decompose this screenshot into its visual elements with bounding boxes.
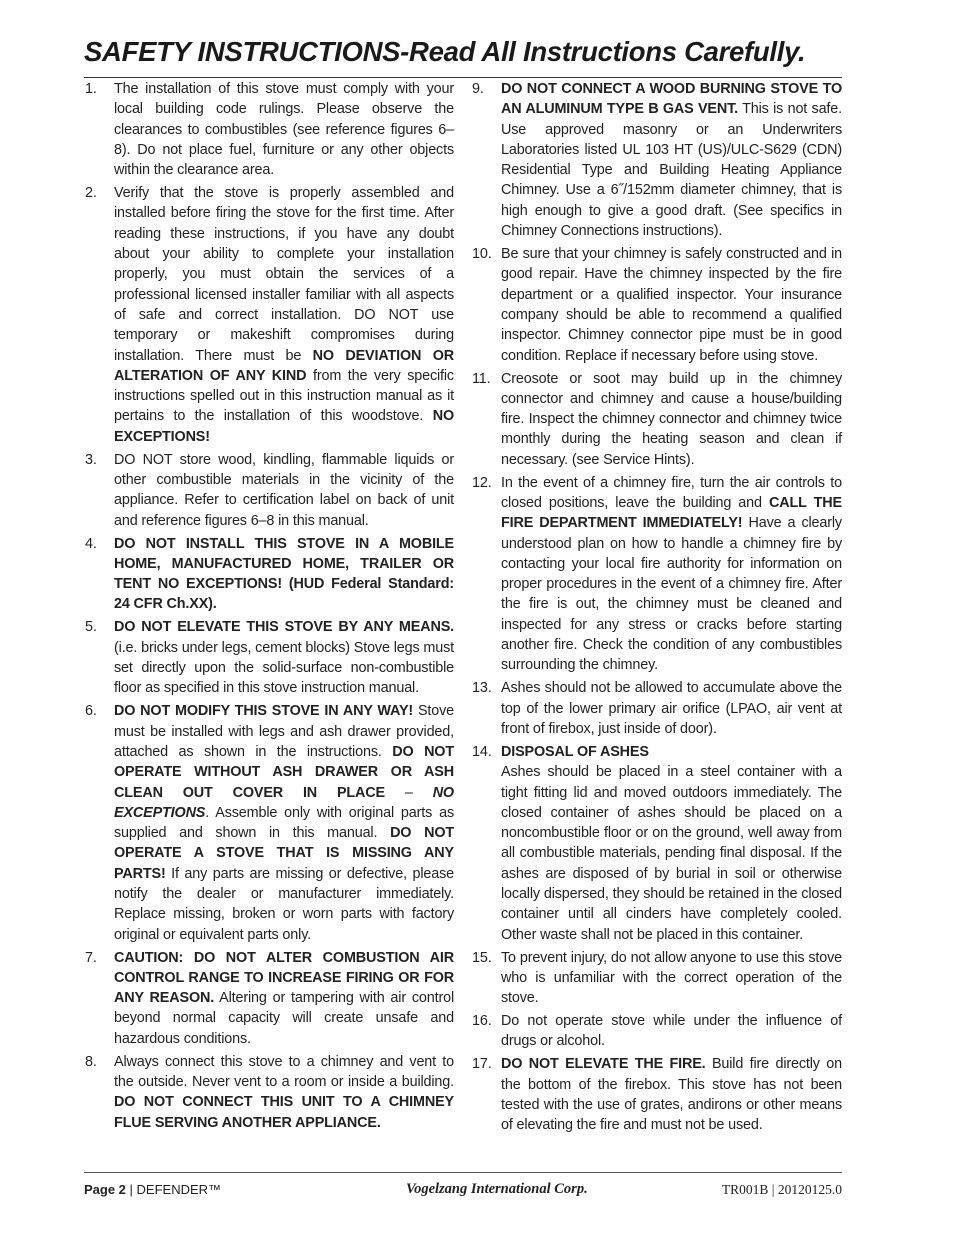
- instruction-number: 16.: [472, 1013, 492, 1030]
- instruction-number: 4.: [85, 535, 97, 552]
- instruction-text: NO EXCEPTIONS: [114, 784, 454, 821]
- instruction-number: 5.: [85, 619, 97, 636]
- instruction-number: 2.: [85, 185, 97, 202]
- instruction-item: [471, 678, 842, 739]
- instruction-text: from the very specific instructions spelled out in this instruction manual as it pertains to the installation of this woodstove.: [114, 367, 454, 425]
- instruction-number: 12.: [472, 474, 492, 491]
- instruction-text: DISPOSAL OF ASHES: [501, 743, 649, 760]
- document-code: TR001B | 20120125.0: [721, 1182, 842, 1197]
- instructions-left-column: [84, 79, 454, 1136]
- instruction-text: Altering or tampering with air control beyond normal capacity will create unsafe and hazardous conditions.: [114, 990, 454, 1047]
- instruction-text: DO NOT CONNECT THIS UNIT TO A CHIMNEY FLUE SERVING ANOTHER APPLIANCE.: [114, 1094, 454, 1131]
- instruction-text: (i.e. bricks under legs, cement blocks) Stove legs must set directly upon the solid-surface non-combustible floor as specified in this stove instruction manual.: [114, 639, 454, 697]
- instruction-text: NO EXCEPTIONS!: [114, 408, 454, 445]
- instruction-item: [84, 534, 454, 615]
- instruction-item: [84, 701, 454, 945]
- instruction-number: 3.: [85, 451, 97, 468]
- title-rule: [84, 77, 842, 78]
- instruction-number: 13.: [472, 680, 492, 697]
- instruction-item: [471, 948, 842, 1009]
- instruction-text: DO NOT store wood, kindling, flammable liquids or other combustible materials in the vicinity of the appliance. Refer to certification label on back of unit and reference figures 6–8 in this manual.: [114, 451, 454, 529]
- instruction-text: DO NOT INSTALL THIS STOVE IN A MOBILE HOME, MANUFACTURED HOME, TRAILER OR TENT NO EXCEPTIONS! (HUD Federal Standard: 24 CFR Ch.XX).: [114, 535, 454, 613]
- page-footer: [84, 1182, 842, 1202]
- instruction-number: 7.: [85, 949, 97, 966]
- instruction-text: Verify that the stove is properly assembled and installed before firing the stove for the first time. After reading these instructions, if you have any doubt about your ability to complete your installation properly, you must obtain the services of a professional licensed installer familiar with all aspects of safe and correct installation. DO NOT use temporary or makeshift compromises during installation. There must be: [114, 185, 454, 364]
- instruction-number: 14.: [472, 743, 492, 760]
- instruction-item: [84, 948, 454, 1049]
- instruction-text: DO NOT ELEVATE THE FIRE.: [501, 1056, 706, 1073]
- instruction-item: [471, 244, 842, 366]
- instruction-number: 11.: [472, 370, 491, 387]
- instruction-text: This is not safe. Use approved masonry or an Underwriters Laboratories listed UL 103 HT (US)/ULC-S629 (CDN) Residential Type and Building Heating Appliance Chimney. Use a 6˝/152mm diameter chimney, that is high enough to give a good draft. (See specifics in Chimney Connections instructions).: [501, 101, 842, 240]
- instruction-item: [471, 1011, 842, 1052]
- instruction-text: CAUTION: DO NOT ALTER COMBUSTION AIR CONTROL RANGE TO INCREASE FIRING OR FOR ANY REASON.: [114, 949, 454, 1007]
- instruction-item: [471, 369, 842, 470]
- footer-separator: |: [125, 1182, 137, 1197]
- instructions-right-column: [471, 79, 842, 1138]
- instruction-item: [84, 617, 454, 698]
- instruction-item: [84, 1052, 454, 1133]
- instruction-item: [471, 79, 842, 241]
- instruction-number: 15.: [472, 949, 492, 966]
- instruction-item: [84, 79, 454, 180]
- instruction-text: The installation of this stove must comply with your local building code rulings. Please observe the clearances to combustibles (see reference figures 6–8). Do not place fuel, furniture or any other objects within the clearance area.: [114, 81, 454, 179]
- instruction-item: [471, 742, 842, 945]
- instruction-number: 1.: [85, 81, 97, 97]
- instruction-text: DO NOT OPERATE WITHOUT ASH DRAWER OR ASH CLEAN OUT COVER IN PLACE: [114, 743, 454, 801]
- instruction-text: If any parts are missing or defective, please notify the dealer or manufacturer immediately. Replace missing, broken or worn parts with factory original or equivalent parts only.: [114, 865, 454, 943]
- instruction-text: NO DEVIATION OR ALTERATION OF ANY KIND: [114, 347, 454, 384]
- instruction-number: 8.: [85, 1053, 97, 1070]
- instruction-text: –: [384, 784, 433, 801]
- instruction-number: 17.: [472, 1056, 492, 1073]
- instruction-item: [471, 473, 842, 676]
- instruction-text: Ashes should be placed in a steel container with a tight fitting lid and moved outdoors immediately. The closed container of ashes should be placed on a noncombustible floor or on the ground, well away from all combustible materials, pending final disposal. If the ashes are disposed of by burial in soil or otherwise locally dispersed, they should be retained in the closed container until all cinders have completely cooled. Other waste shall not be placed in this container.: [501, 764, 842, 943]
- company-name: Vogelzang International Corp.: [406, 1181, 588, 1197]
- instruction-text: Do not operate stove while under the influence of drugs or alcohol.: [501, 1013, 842, 1050]
- instruction-text: DO NOT CONNECT A WOOD BURNING STOVE TO AN ALUMINUM TYPE B GAS VENT.: [501, 81, 842, 118]
- instruction-text: To prevent injury, do not allow anyone to use this stove who is unfamiliar with the correct operation of the stove.: [501, 949, 842, 1007]
- instruction-number: 10.: [472, 246, 492, 263]
- instruction-number: 6.: [85, 703, 97, 720]
- page-title: SAFETY INSTRUCTIONS-Read All Instructions Carefully.: [84, 36, 806, 67]
- instruction-item: [84, 183, 454, 447]
- instruction-text: Always connect this stove to a chimney and vent to the outside. Never vent to a room or inside a building.: [114, 1053, 454, 1091]
- footer-rule: [84, 1172, 842, 1173]
- instruction-text: Be sure that your chimney is safely constructed and in good repair. Have the chimney inspected by the fire department or a qualified inspector. Your insurance company should be able to recommend a qualified inspector. Chimney connector pipe must be in good condition. Replace if necessary before using stove.: [501, 246, 842, 364]
- instruction-text: CALL THE FIRE DEPARTMENT IMMEDIATELY!: [501, 495, 842, 532]
- instruction-text: Have a clearly understood plan on how to handle a chimney fire by contacting your local fire authority for information on proper procedures in the event of a chimney fire. After the fire is out, the chimney must be cleaned and inspected for any stress or cracks before starting another fire. Check the condition of any combustibles surrounding the chimney.: [501, 515, 842, 674]
- product-name: DEFENDER™: [136, 1182, 222, 1197]
- instruction-text: Stove must be installed with legs and ash drawer provided, attached as shown in the instructions.: [114, 703, 454, 760]
- instruction-item: [84, 450, 454, 531]
- instruction-text: Creosote or soot may build up in the chimney connector and chimney and cause a house/building fire. Inspect the chimney connector and chimney twice monthly during the heating season and clean if necessary. (see Service Hints).: [501, 370, 842, 468]
- footer-page-info: [84, 1182, 221, 1197]
- instruction-number: 9.: [472, 81, 484, 97]
- instruction-text: DO NOT OPERATE A STOVE THAT IS MISSING ANY PARTS!: [114, 825, 455, 882]
- instruction-text: Ashes should not be allowed to accumulate above the top of the lower primary air orifice (LPAO, air vent at front of firebox, just inside of door).: [501, 680, 842, 737]
- instruction-item: [471, 1054, 842, 1135]
- instruction-text: Build fire directly on the bottom of the firebox. This stove has not been tested with the use of grates, andirons or other means of elevating the fire and must not be used.: [501, 1056, 842, 1134]
- page-number: Page 2: [84, 1182, 126, 1197]
- instruction-text: DO NOT ELEVATE THIS STOVE BY ANY MEANS.: [114, 619, 454, 636]
- instruction-text: . Assemble only with original parts as supplied and shown in this manual.: [114, 804, 454, 842]
- instruction-text: DO NOT MODIFY THIS STOVE IN ANY WAY!: [114, 703, 414, 720]
- instruction-text: In the event of a chimney fire, turn the air controls to closed positions, leave the building and: [501, 474, 842, 511]
